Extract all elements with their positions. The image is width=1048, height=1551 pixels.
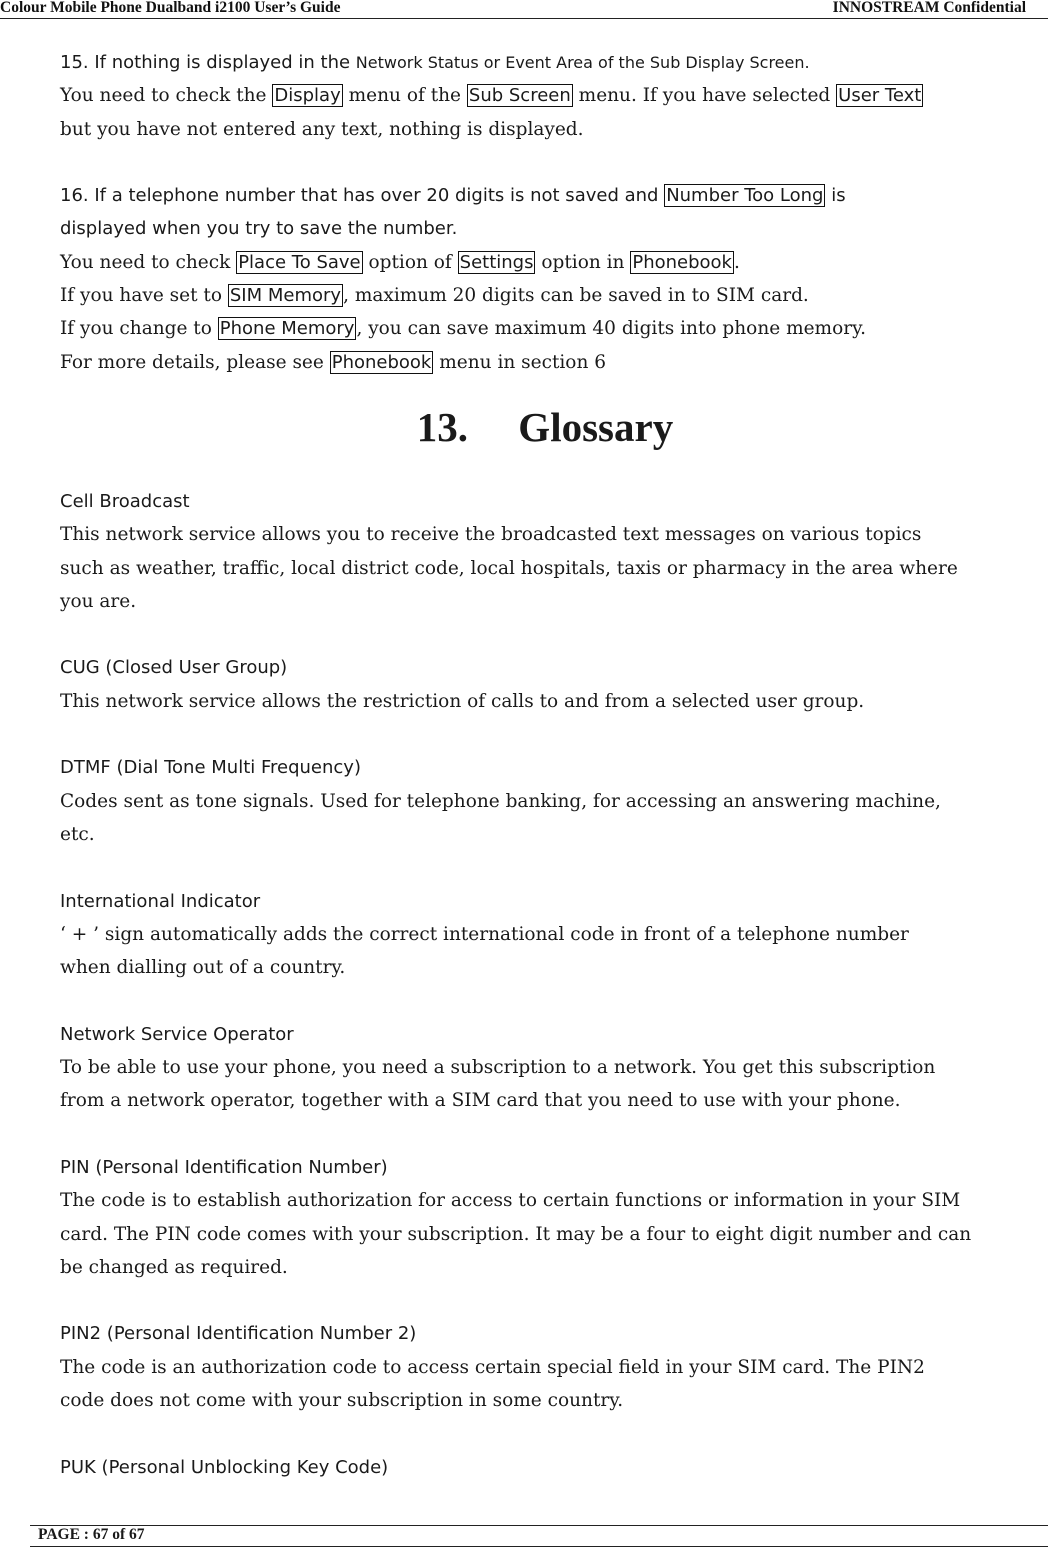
- glossary-definition-line: This network service allows you to receive the broadcasted text messages on various topics: [60, 524, 922, 546]
- q15-title-b: Network Status or Event Area of the Sub Display Screen.: [355, 53, 810, 72]
- page-header: [0, 0, 1048, 19]
- q15-line-1: [60, 79, 1030, 112]
- header-doc-title: Colour Mobile Phone Dualband i2100 User’s Guide: [0, 0, 341, 16]
- glossary-term: DTMF (Dial Tone Multi Frequency): [60, 757, 361, 779]
- spacer: [60, 146, 1030, 179]
- glossary-definition-line: To be able to use your phone, you need a subscription to a network. You get this subscription: [60, 1057, 936, 1079]
- q16-title-1: [60, 179, 1030, 212]
- q16-l1-e: .: [733, 251, 740, 273]
- glossary-term: CUG (Closed User Group): [60, 657, 288, 679]
- q15-l1-d: menu. If you have selected: [572, 85, 837, 107]
- q16-l1-c: option of: [362, 251, 458, 273]
- glossary-definition-line: etc.: [60, 823, 95, 845]
- glossary-heading: 13. Glossary: [416, 403, 674, 450]
- spacer: [60, 1417, 1030, 1450]
- q15-title-a: 15. If nothing is displayed in the: [60, 52, 356, 73]
- q15-l1-c: menu of the: [342, 85, 467, 107]
- menu-box-phonebook: Phonebook: [632, 251, 732, 273]
- glossary-definition-line: The code is an authorization code to access certain special field in your SIM card. The PIN2: [60, 1356, 925, 1378]
- glossary-definition-line: such as weather, traffic, local district code, local hospitals, taxis or pharmacy in the area where: [60, 557, 958, 579]
- menu-box-sub-screen: Sub Screen: [468, 85, 571, 107]
- q16-l1-a: You need to check: [60, 251, 237, 273]
- q16-line-3: [60, 312, 1030, 345]
- q16-l2-a: If you have set to: [60, 285, 228, 307]
- spacer: [60, 851, 1030, 884]
- glossary-term: International Indicator: [60, 890, 261, 912]
- page-number: PAGE : 67 of 67: [38, 1526, 145, 1543]
- page-content: [60, 46, 1030, 1484]
- glossary-definition-line: from a network operator, together with a SIM card that you need to use with your phone.: [60, 1090, 901, 1112]
- glossary-definition-line: code does not come with your subscription in some country.: [60, 1389, 624, 1411]
- menu-box-display: Display: [274, 85, 341, 107]
- q16-l2-c: , maximum 20 digits can be saved in to SIM card.: [343, 285, 809, 307]
- page-footer: [30, 1525, 1048, 1547]
- menu-box-place-to-save: Place To Save: [238, 251, 361, 273]
- spacer: [60, 618, 1030, 651]
- spacer: [60, 1118, 1030, 1151]
- spacer: [60, 718, 1030, 751]
- glossary-definition-line: Codes sent as tone signals. Used for telephone banking, for accessing an answering machine,: [60, 790, 941, 812]
- menu-box-sim-memory: SIM Memory: [229, 285, 342, 307]
- q16-t1-c: is: [825, 185, 846, 207]
- q15-line-2: but you have not entered any text, nothing is displayed.: [60, 118, 584, 140]
- glossary-definition-line: you are.: [60, 590, 137, 612]
- glossary-definition-line: when dialling out of a country.: [60, 957, 346, 979]
- menu-box-user-text: User Text: [838, 85, 922, 107]
- menu-box-phonebook-2: Phonebook: [331, 351, 432, 373]
- glossary-term: Cell Broadcast: [60, 490, 190, 512]
- q16-l3-a: If you change to: [60, 318, 218, 340]
- q16-l4-c: menu in section 6: [433, 351, 607, 373]
- menu-box-settings: Settings: [459, 251, 534, 273]
- q15-l1-a: You need to check the: [60, 85, 273, 107]
- header-confidential: INNOSTREAM Confidential: [832, 0, 1026, 16]
- q16-l4-a: For more details, please see: [60, 351, 330, 373]
- q15-title: [60, 46, 1030, 79]
- glossary-definition-line: card. The PIN code comes with your subscription. It may be a four to eight digit number and can: [60, 1223, 972, 1245]
- glossary-term: PUK (Personal Unblocking Key Code): [60, 1456, 389, 1478]
- spacer: [60, 1284, 1030, 1317]
- glossary-term: PIN2 (Personal Identification Number 2): [60, 1323, 417, 1345]
- glossary-definition-line: This network service allows the restriction of calls to and from a selected user group.: [60, 690, 865, 712]
- menu-box-number-too-long: Number Too Long: [666, 185, 824, 207]
- glossary-term: PIN (Personal Identification Number): [60, 1156, 388, 1178]
- glossary-term: Network Service Operator: [60, 1023, 294, 1045]
- q16-t1-a: 16. If a telephone number that has over 20 digits is not saved and: [60, 185, 665, 207]
- menu-box-phone-memory: Phone Memory: [219, 318, 355, 340]
- q16-line-4: [60, 346, 1030, 379]
- q16-l1-d: option in: [535, 251, 631, 273]
- q16-l3-c: , you can save maximum 40 digits into phone memory.: [356, 318, 866, 340]
- q16-line-1: [60, 246, 1030, 279]
- glossary-definition-line: be changed as required.: [60, 1256, 288, 1278]
- q16-title-2: displayed when you try to save the number.: [60, 218, 458, 240]
- glossary-definition-line: The code is to establish authorization for access to certain functions or information in your SIM: [60, 1190, 961, 1212]
- q16-line-2: [60, 279, 1030, 312]
- spacer: [60, 984, 1030, 1017]
- glossary-list: [60, 485, 1030, 1484]
- glossary-definition-line: ‘ + ’ sign automatically adds the correct international code in front of a telephone number: [60, 923, 909, 945]
